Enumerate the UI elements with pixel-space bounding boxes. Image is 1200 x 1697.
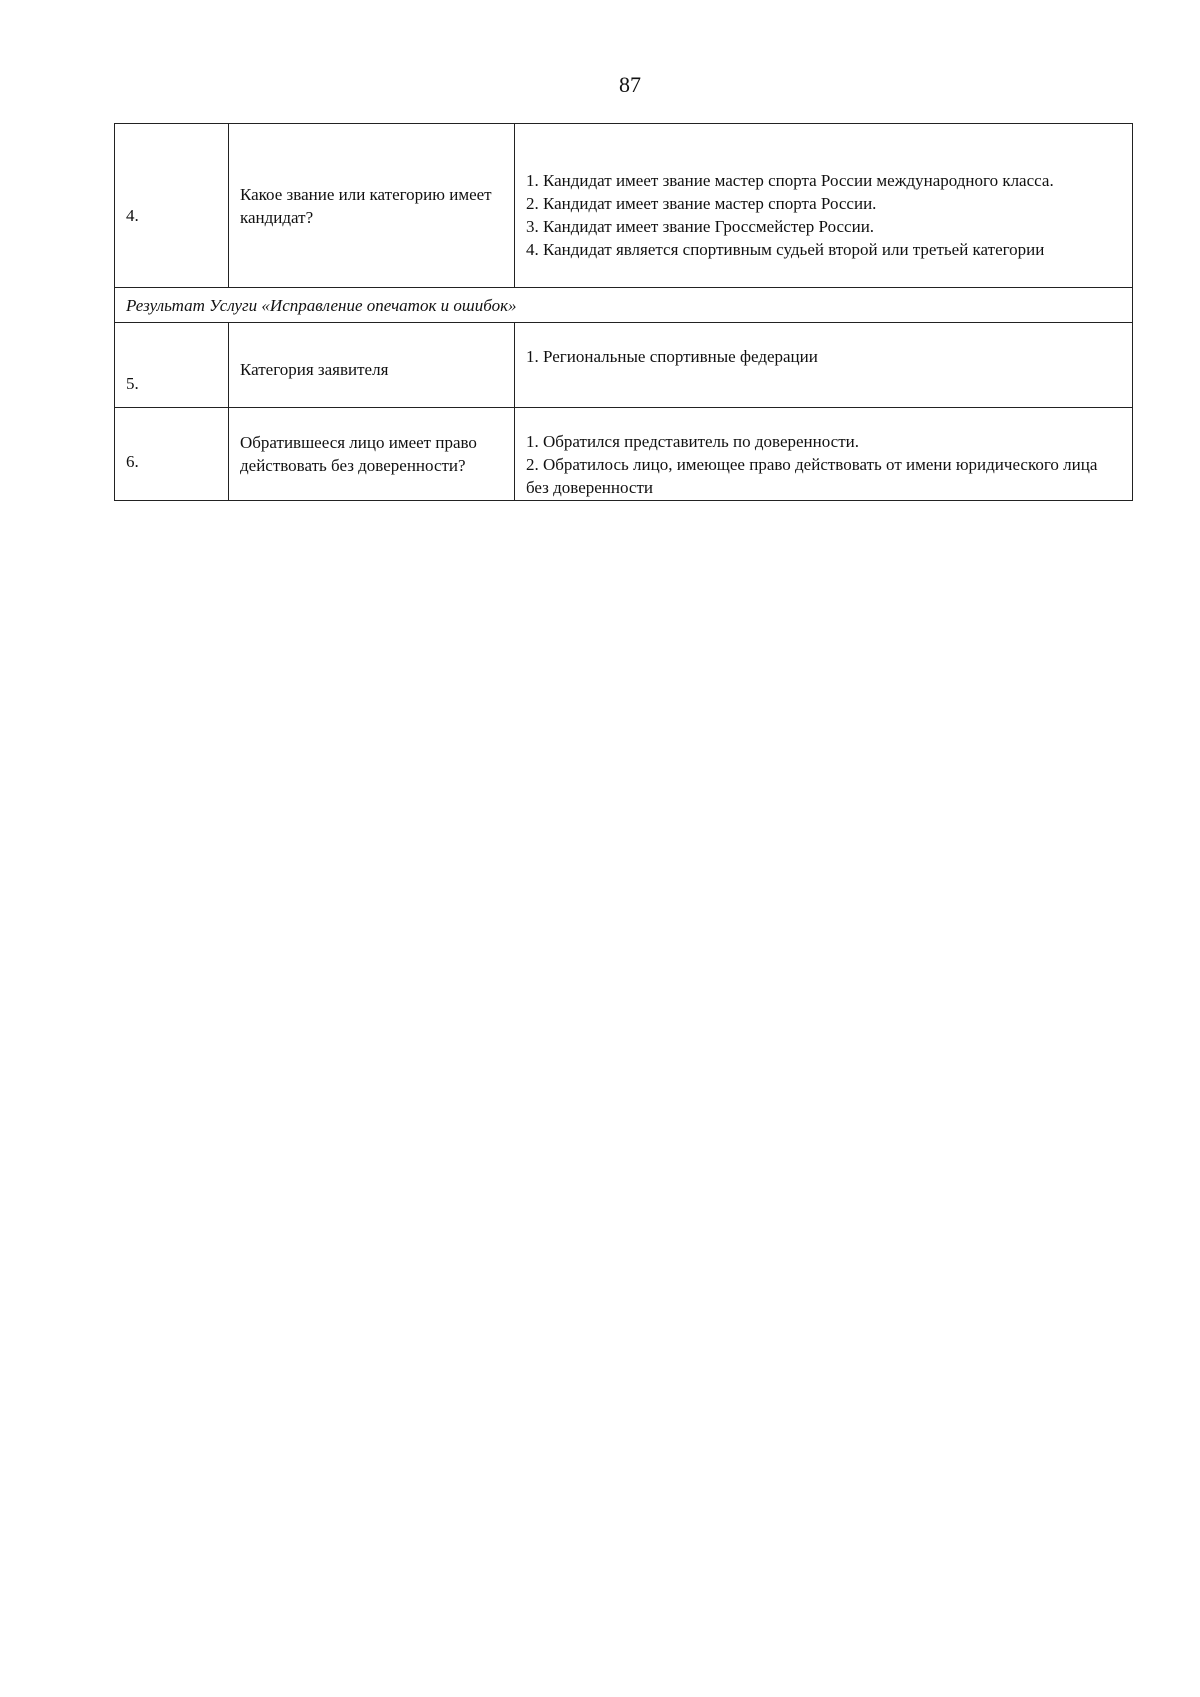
row-question: Категория заявителя (229, 323, 515, 408)
row-answers (515, 408, 1133, 501)
table-row (115, 323, 1133, 408)
answer-option: 1. Региональные спортивные федерации (526, 347, 818, 366)
answer-option: 4. Кандидат является спортивным судьей второй или третьей категории (526, 239, 1045, 259)
criteria-table (114, 123, 1133, 501)
row-number: 4. (115, 124, 229, 288)
row-question: Обратившееся лицо имеет право действовать без доверенности? (229, 408, 515, 501)
row-question: Какое звание или категорию имеет кандидат? (229, 124, 515, 288)
section-row (115, 288, 1133, 323)
section-title: Результат Услуги «Исправление опечаток и ошибок» (115, 288, 1133, 323)
answer-option: 2. Обратилось лицо, имеющее право действовать от имени юридического лица без доверенности (526, 454, 1098, 497)
answer-option: 2. Кандидат имеет звание мастер спорта России. (526, 193, 877, 213)
row-number: 6. (115, 408, 229, 501)
answer-option: 1. Обратился представитель по доверенности. (526, 431, 859, 451)
table-row (115, 408, 1133, 501)
row-answers (515, 124, 1133, 288)
page-number: 87 (619, 72, 641, 97)
answer-option: 1. Кандидат имеет звание мастер спорта России международного класса. (526, 170, 1054, 190)
row-number: 5. (115, 323, 229, 408)
table-row (115, 124, 1133, 288)
row-answers (515, 323, 1133, 408)
answer-option: 3. Кандидат имеет звание Гроссмейстер России. (526, 216, 875, 236)
